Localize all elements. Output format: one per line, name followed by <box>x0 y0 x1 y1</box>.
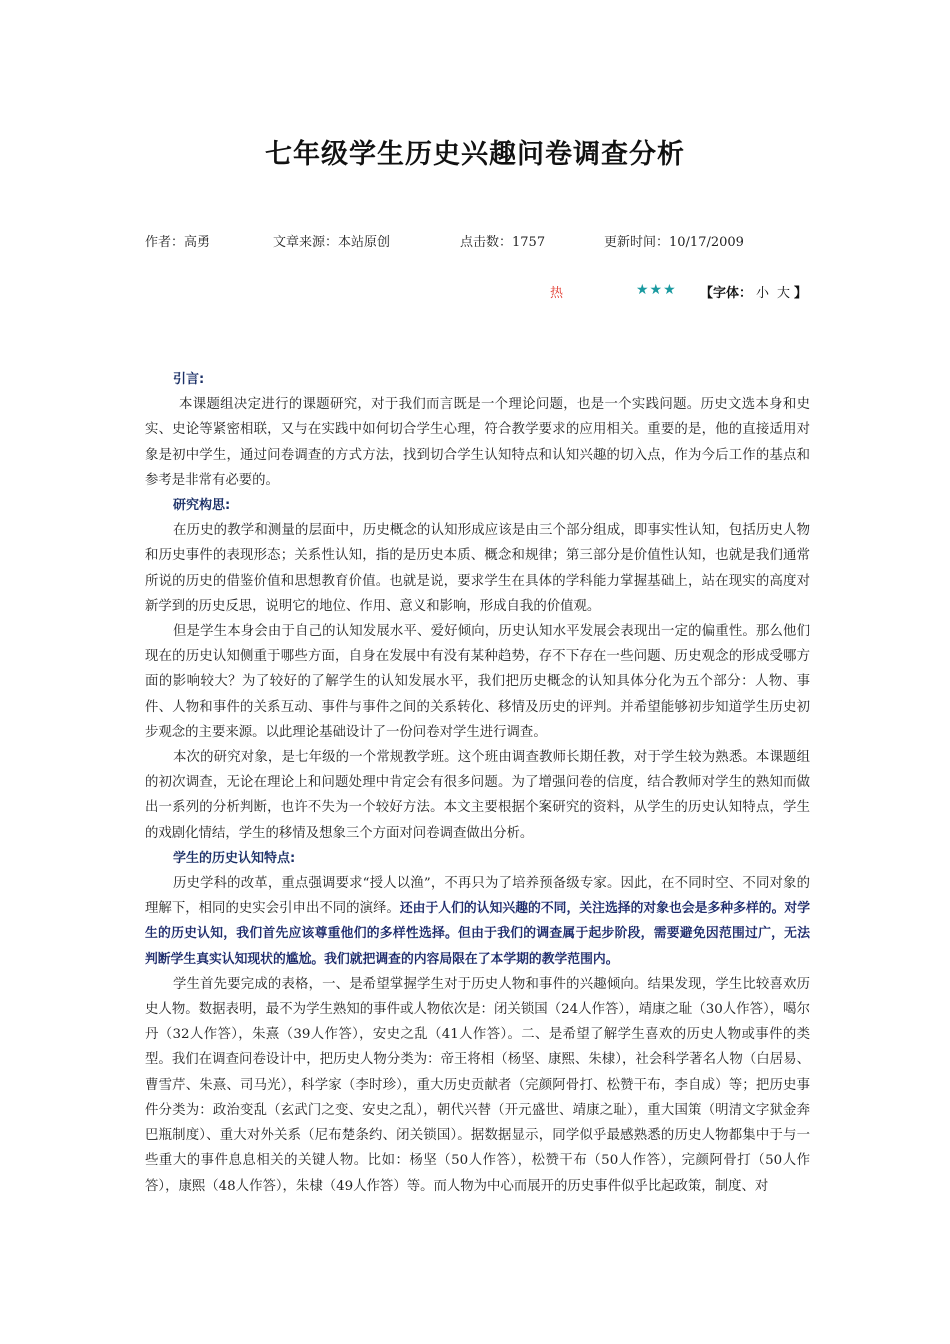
meta-source: 文章来源：本站原创 <box>273 235 391 250</box>
paragraph-traits-1 <box>145 871 810 972</box>
article-title: 七年级学生历史兴趣问卷调查分析 <box>265 139 685 170</box>
font-control-open: 【字体： <box>700 286 753 301</box>
paragraph-design-3: 本次的研究对象，是七年级的一个常规教学班。这个班由调查教师长期任教，对于学生较为熟悉。本课题组的初次调查，无论在理论上和问题处理中肯定会有很多问题。为了增强问卷的信度，结合教师对学生的熟知而做出一系列的分析判断，也许不失为一个较好方法。本文主要根据个案研究的资料，从学生的历史认知特点，学生的戏剧化情结，学生的移情及想象三个方面对问卷调查做出分析。 <box>145 750 810 841</box>
traits-text-normal: 历史学科的改革，重点强调要求“授人以渔”，不再只为了培养预备级专家。因此，在不同时空、不同对象的理解下，相同的史实会引申出不同的演绎。 <box>145 876 810 917</box>
heading-design: 研究构思: <box>173 498 231 514</box>
heading-intro: 引言: <box>173 372 205 387</box>
article-tools <box>0 282 950 302</box>
font-large-link[interactable]: 大 <box>777 286 791 301</box>
heading-traits: 学生的历史认知特点: <box>173 850 296 866</box>
font-size-control <box>700 282 807 301</box>
meta-author: 作者：高勇 <box>145 235 211 250</box>
article-body <box>145 367 810 1199</box>
font-control-close: 】 <box>794 286 808 301</box>
traits-text-bold: 还由于人们的认知兴趣的不同，关注选择的对象也会是多种多样的。对学生的历史认知，我们首先应该尊重他们的多样性选择。但由于我们的调查属于起步阶段，需要避免因范围过广，无法判断学生真实认知现状的尴尬。我们就把调查的内容局限在了本学期的教学范围内。 <box>145 901 811 967</box>
rating-stars: ★★★ <box>636 282 677 298</box>
paragraph-traits-2: 学生首先要完成的表格，一、是希望掌握学生对于历史人物和事件的兴趣倾向。结果发现，学生比较喜欢历史人物。数据表明，最不为学生熟知的事件或人物依次是：闭关锁国（24人作答），靖康之耻（30人作答），噶尔丹（32人作答），朱熹（39人作答），安史之乱（41人作答）。二、是希望了解学生喜欢的历史人物或事件的类型。我们在调查问卷设计中，把历史人物分类为：帝王将相（杨坚、康熙、朱棣），社会科学著名人物（白居易、曹雪芹、朱熹、司马光），科学家（李时珍），重大历史贡献者（完颜阿骨打、松赞干布，李自成）等；把历史事件分类为：政治变乱（玄武门之变、安史之乱），朝代兴替（开元盛世、靖康之耻），重大国策（明清文字狱金奔巴瓶制度）、重大对外关系（尼布楚条约、闭关锁国）。据数据显示，同学似乎最感熟悉的历史人物都集中于与一些重大的事件息息相关的关键人物。比如：杨坚（50人作答），松赞干布（50人作答），完颜阿骨打（50人作答），康熙（48人作答），朱棣（49人作答）等。而人物为中心而展开的历史事件似乎比起政策，制度、对 <box>145 976 810 1194</box>
paragraph-design-2: 但是学生本身会由于自己的认知发展水平、爱好倾向，历史认知水平发展会表现出一定的偏重性。那么他们现在的历史认知侧重于哪些方面，自身在发展中有没有某种趋势，存不下存在一些问题、历史观念的形成受哪方面的影响较大？为了较好的了解学生的认知发展水平，我们把历史概念的认知具体分化为五个部分：人物、事件、人物和事件的关系互动、事件与事件之间的关系转化、移情及历史的评判。并希望能够初步知道学生历史初步观念的主要来源。以此理论基础设计了一份问卷对学生进行调查。 <box>145 624 810 740</box>
paragraph-design-1: 在历史的教学和测量的层面中，历史概念的认知形成应该是由三个部分组成，即事实性认知，包括历史人物和历史事件的表现形态；关系性认知，指的是历史本质、概念和规律；第三部分是价值性认知，也就是我们通常所说的历史的借鉴价值和思想教育价值。也就是说，要求学生在具体的学科能力掌握基础上，站在现实的高度对新学到的历史反思，说明它的地位、作用、意义和影响，形成自我的价值观。 <box>145 523 810 614</box>
meta-updated: 更新时间：10/17/2009 <box>604 235 744 250</box>
meta-hits: 点击数：1757 <box>460 235 546 250</box>
font-small-link[interactable]: 小 <box>756 286 770 301</box>
hot-badge: 热 <box>550 286 564 301</box>
paragraph-intro: 本课题组决定进行的课题研究，对于我们而言既是一个理论问题，也是一个实践问题。历史文选本身和史实、史论等紧密相联，又与在实践中如何切合学生心理，符合教学要求的应用相关。重要的是，他的直接适用对象是初中学生，通过问卷调查的方式方法，找到切合学生认知特点和认知兴趣的切入点，作为今后工作的基点和参考是非常有必要的。 <box>145 397 810 488</box>
